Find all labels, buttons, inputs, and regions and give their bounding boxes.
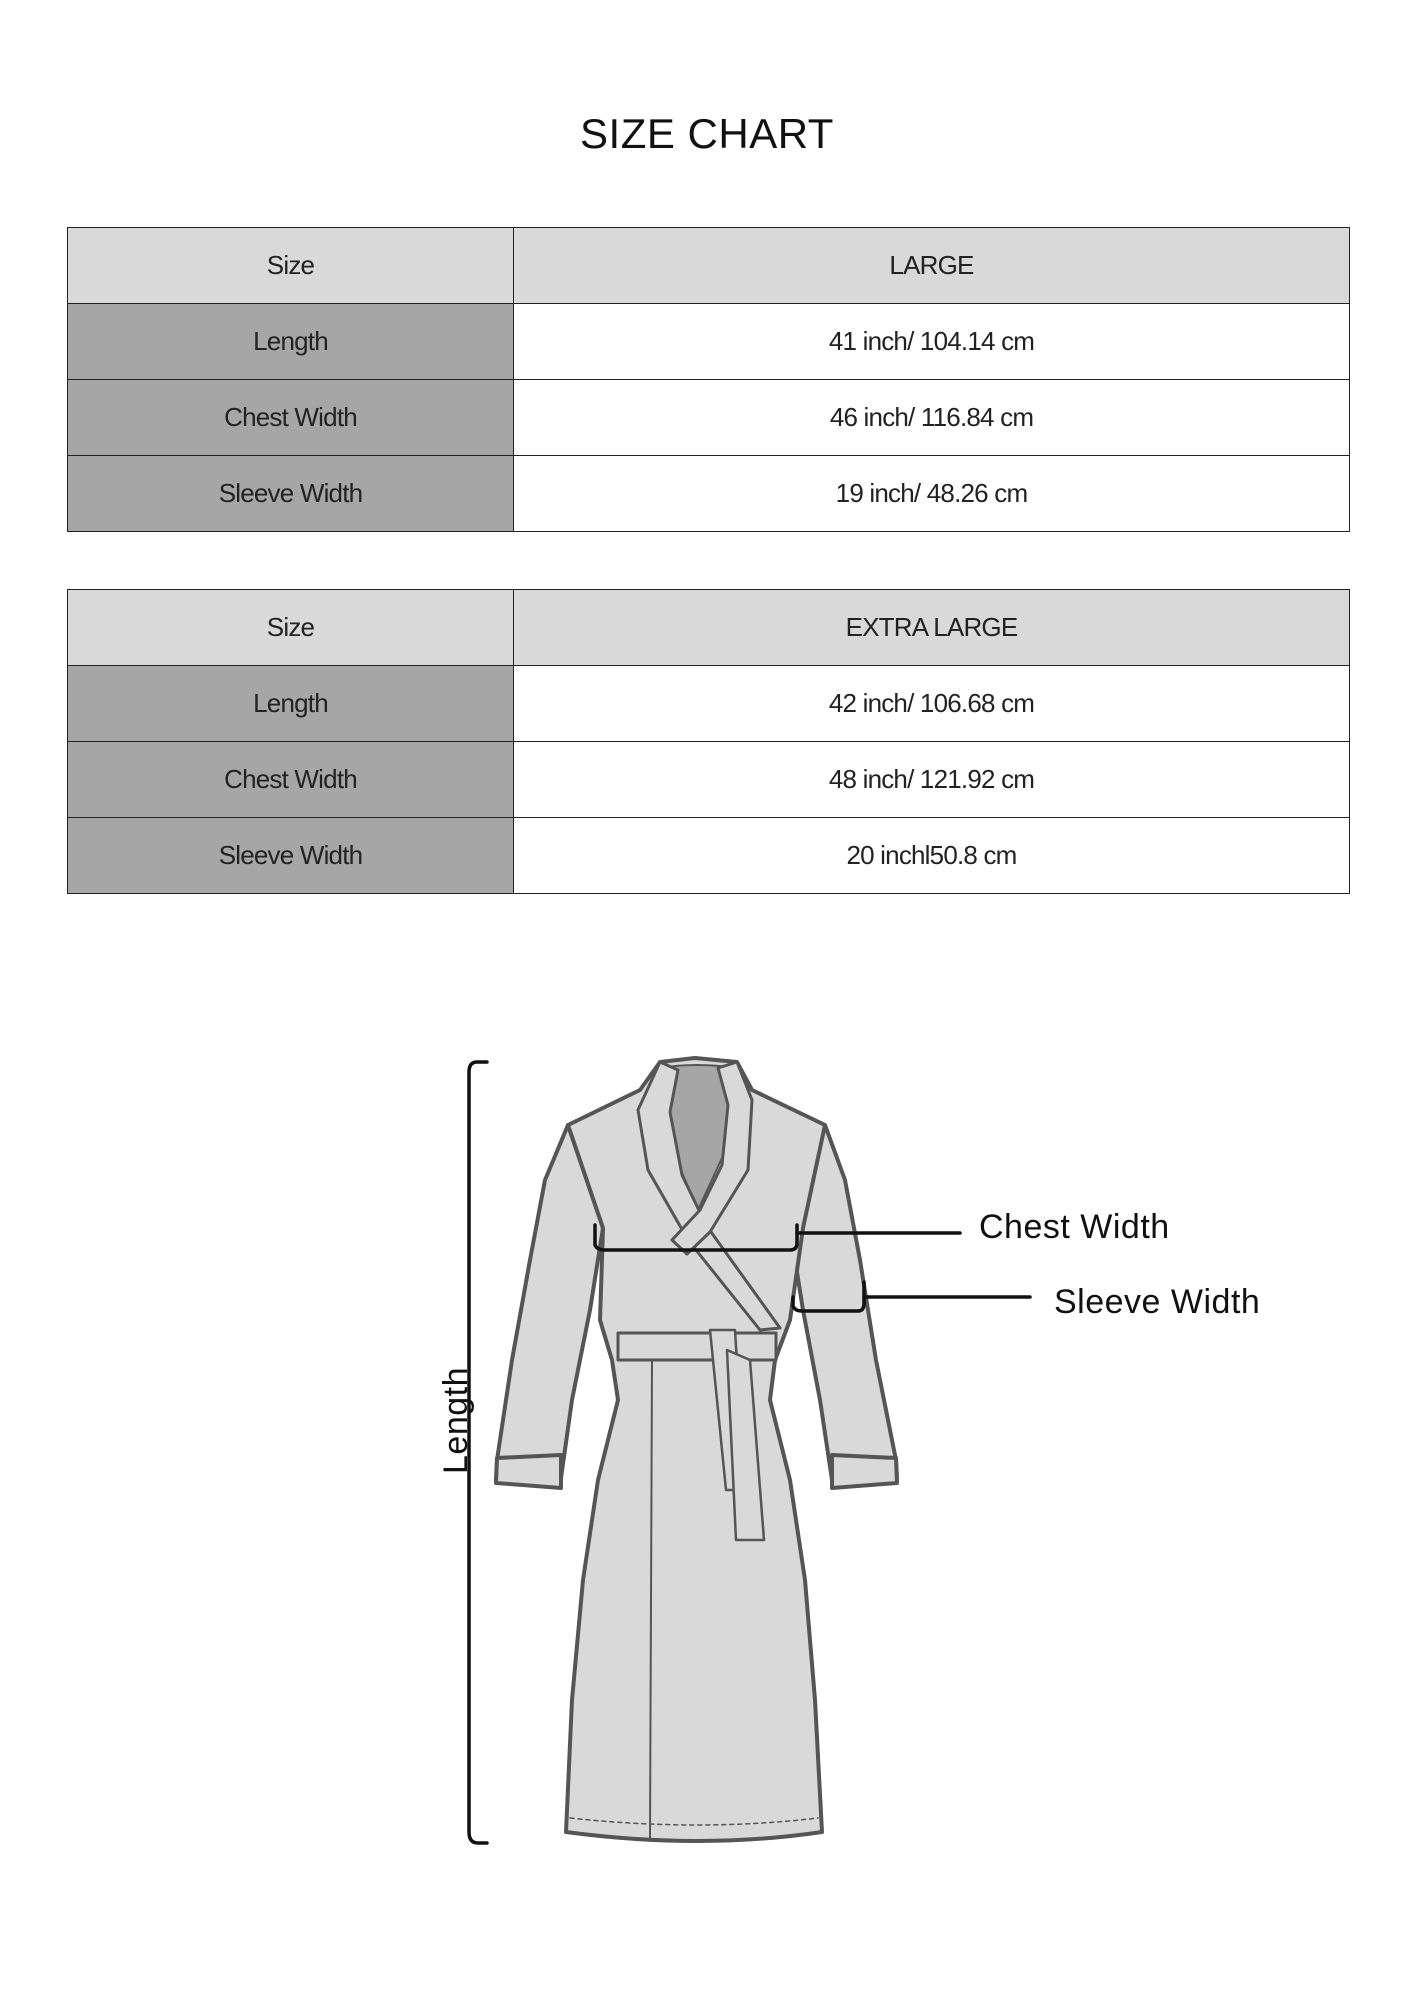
row-value-length: 42 inch/ 106.68 cm [514,666,1350,742]
row-label-sleeve-width: Sleeve Width [68,818,514,894]
row-label-chest-width: Chest Width [68,380,514,456]
row-label-length: Length [68,666,514,742]
page-title: SIZE CHART [580,110,834,157]
row-label-chest-width: Chest Width [68,742,514,818]
length-label: Length [437,1367,475,1474]
row-value-sleeve-width: 20 inchl50.8 cm [514,818,1350,894]
robe-belt [618,1333,776,1360]
row-label-length: Length [68,304,514,380]
row-value-chest-width: 48 inch/ 121.92 cm [514,742,1350,818]
sleeve-width-label: Sleeve Width [1054,1283,1261,1321]
row-value-length: 41 inch/ 104.14 cm [514,304,1350,380]
row-value-sleeve-width: 19 inch/ 48.26 cm [514,456,1350,532]
right-cuff [832,1455,897,1488]
header-size-label: Size [68,228,514,304]
left-cuff [496,1455,561,1488]
row-label-sleeve-width: Sleeve Width [68,456,514,532]
row-value-chest-width: 46 inch/ 116.84 cm [514,380,1350,456]
header-size-label: Size [68,590,514,666]
header-size-value: LARGE [514,228,1350,304]
chest-width-label: Chest Width [979,1208,1170,1246]
header-size-value: EXTRA LARGE [514,590,1350,666]
